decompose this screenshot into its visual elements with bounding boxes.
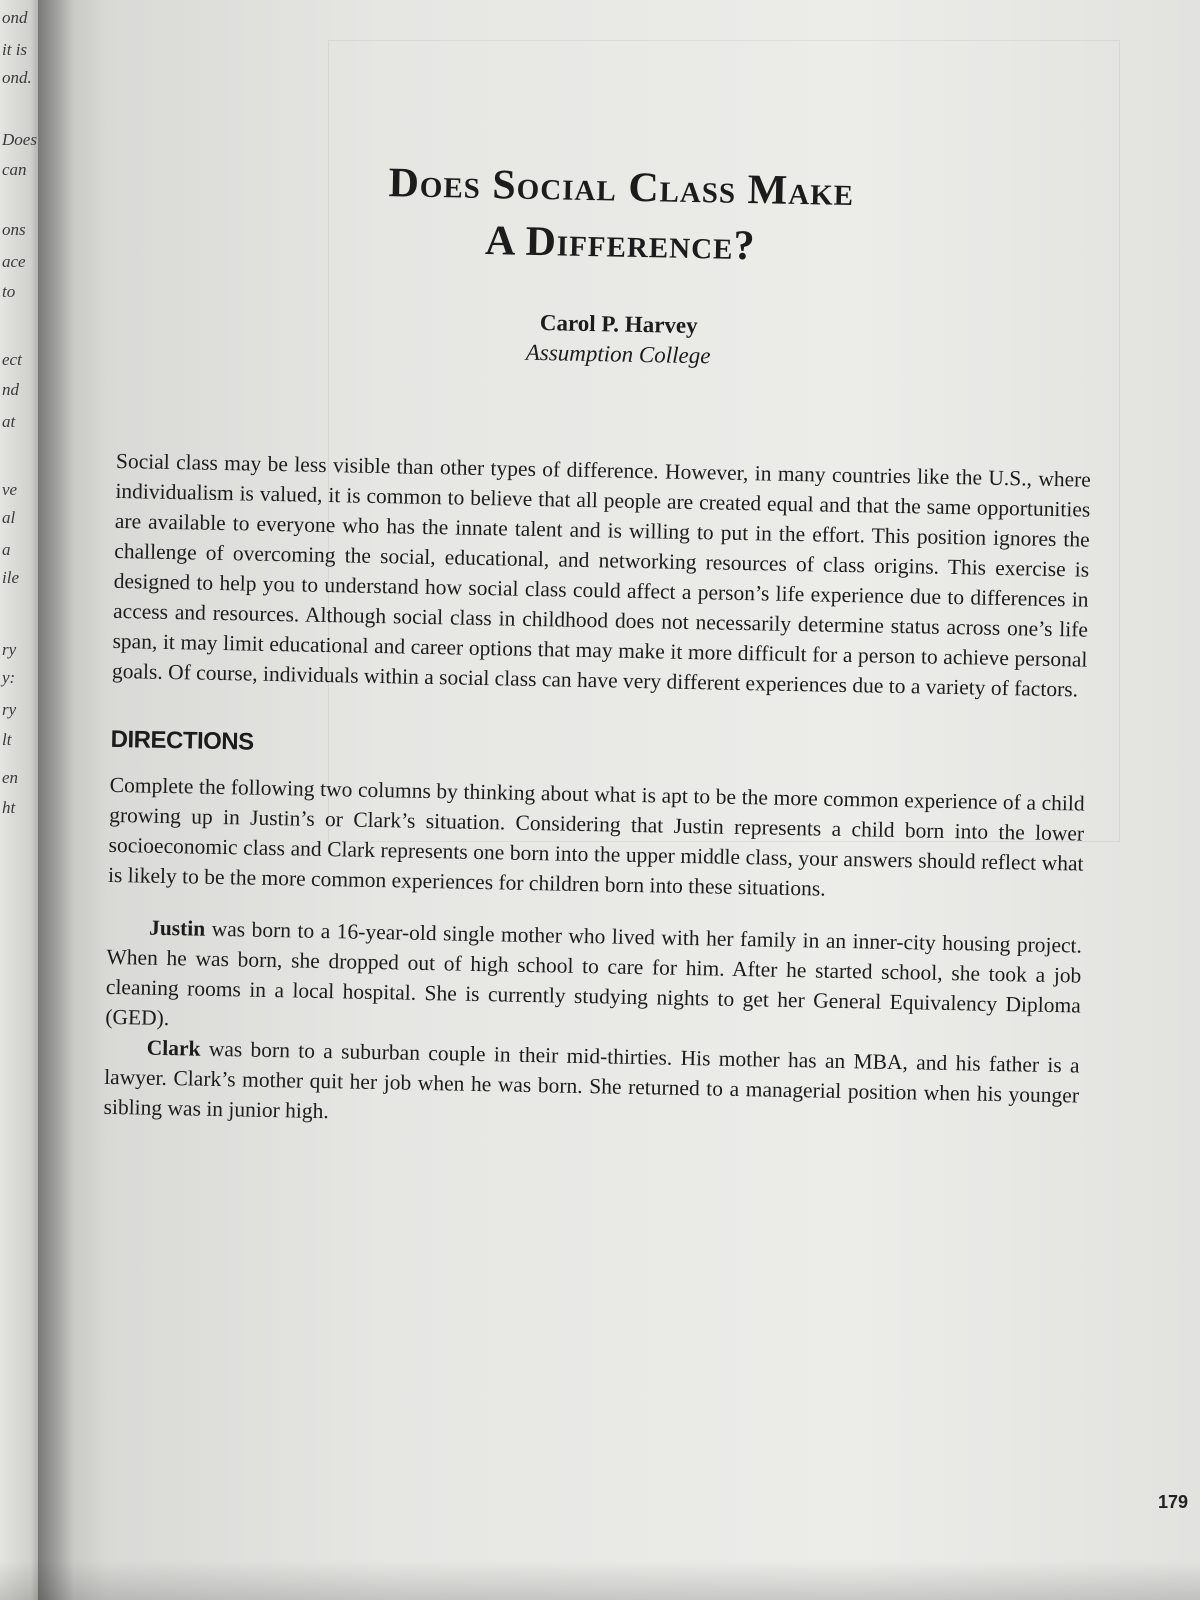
facing-page-fragment: en <box>2 768 19 787</box>
facing-page-fragment: ile <box>2 568 19 587</box>
facing-page-fragment: ht <box>2 798 16 817</box>
facing-page-fragment: at <box>2 412 16 431</box>
facing-page-fragment: ve <box>2 480 18 499</box>
facing-page-fragment: y: <box>2 668 16 687</box>
facing-page-fragment: it is <box>2 40 28 59</box>
clark-name: Clark <box>146 1035 201 1061</box>
facing-page-fragment: ry <box>2 700 17 719</box>
facing-page-fragment: ond. <box>2 68 32 87</box>
page-content <box>103 150 1111 1140</box>
page-bottom-shadow <box>0 1560 1200 1600</box>
clark-paragraph <box>103 1031 1080 1140</box>
facing-page-fragment: al <box>2 508 16 527</box>
justin-paragraph <box>105 911 1082 1050</box>
page-title <box>240 152 1002 279</box>
facing-page-fragment: ect <box>2 350 22 369</box>
book-gutter-shadow <box>38 0 74 1600</box>
justin-name: Justin <box>148 915 206 941</box>
justin-text: was born to a 16-year-old single mother who lived with her family in an inner-city housing project. When he was born, she dropped out of high school to care for him. After he started school, she took a job cleaning rooms in a local hospital. She is currently studying nights to get her General Equivalency Diploma (GED). <box>105 916 1083 1030</box>
book-page <box>38 0 1200 1600</box>
facing-page-fragment: ry <box>2 640 17 659</box>
facing-page-fragment: a <box>2 540 11 559</box>
directions-paragraph: Complete the following two columns by thinking about what is apt to be the more common experience of a child growing up in Justin’s or Clark’s situation. Considering that Justin represents a child born into the lower socioeconomic class and Clark represents one born into the upper middle class, your answers should reflect what is likely to be the more common experiences for children born into these situations. <box>107 772 1085 901</box>
facing-page-fragment: lt <box>2 730 12 749</box>
facing-page-fragment: ond <box>2 8 28 27</box>
facing-page-fragment: ace <box>2 252 26 271</box>
author-affiliation: Assumption College <box>525 339 711 369</box>
title-line-2: A Difference? <box>484 217 756 270</box>
title-line-1: Does Social Class Make <box>388 160 855 216</box>
author-name: Carol P. Harvey <box>539 310 698 339</box>
clark-text: was born to a suburban couple in their mid-thirties. His mother has an MBA, and his father is a lawyer. Clark’s mother quit her job when he was born. She returned to a managerial position when his younger sibling was in junior high. <box>103 1036 1080 1123</box>
directions-heading: DIRECTIONS <box>110 725 254 756</box>
facing-page-fragment: nd <box>2 380 19 399</box>
facing-page-fragment: Does <box>2 130 37 149</box>
facing-page-fragment: to <box>2 282 16 301</box>
facing-page-fragment: can <box>2 160 27 179</box>
facing-page-fragment: ons <box>2 220 26 239</box>
page-number: 179 <box>1158 1492 1189 1512</box>
intro-paragraph: Social class may be less visible than other types of difference. However, in many countries like the U.S., where individualism is valued, it is common to believe that all people are created equal and that the same opportunities are available to everyone who has the innate talent and is willing to put in the effort. This position ignores the challenge of overcoming the social, educational, and networking resources of class origins. This exercise is designed to help you to understand how social class could affect a person’s life experience due to differences in access and resources. Although social class in childhood does not necessarily determine status across one’s life span, it may limit educational and career options that may make it more difficult for a person to achieve personal goals. Of course, individuals within a social class can have very different experiences due to a variety of factors. <box>111 448 1092 702</box>
